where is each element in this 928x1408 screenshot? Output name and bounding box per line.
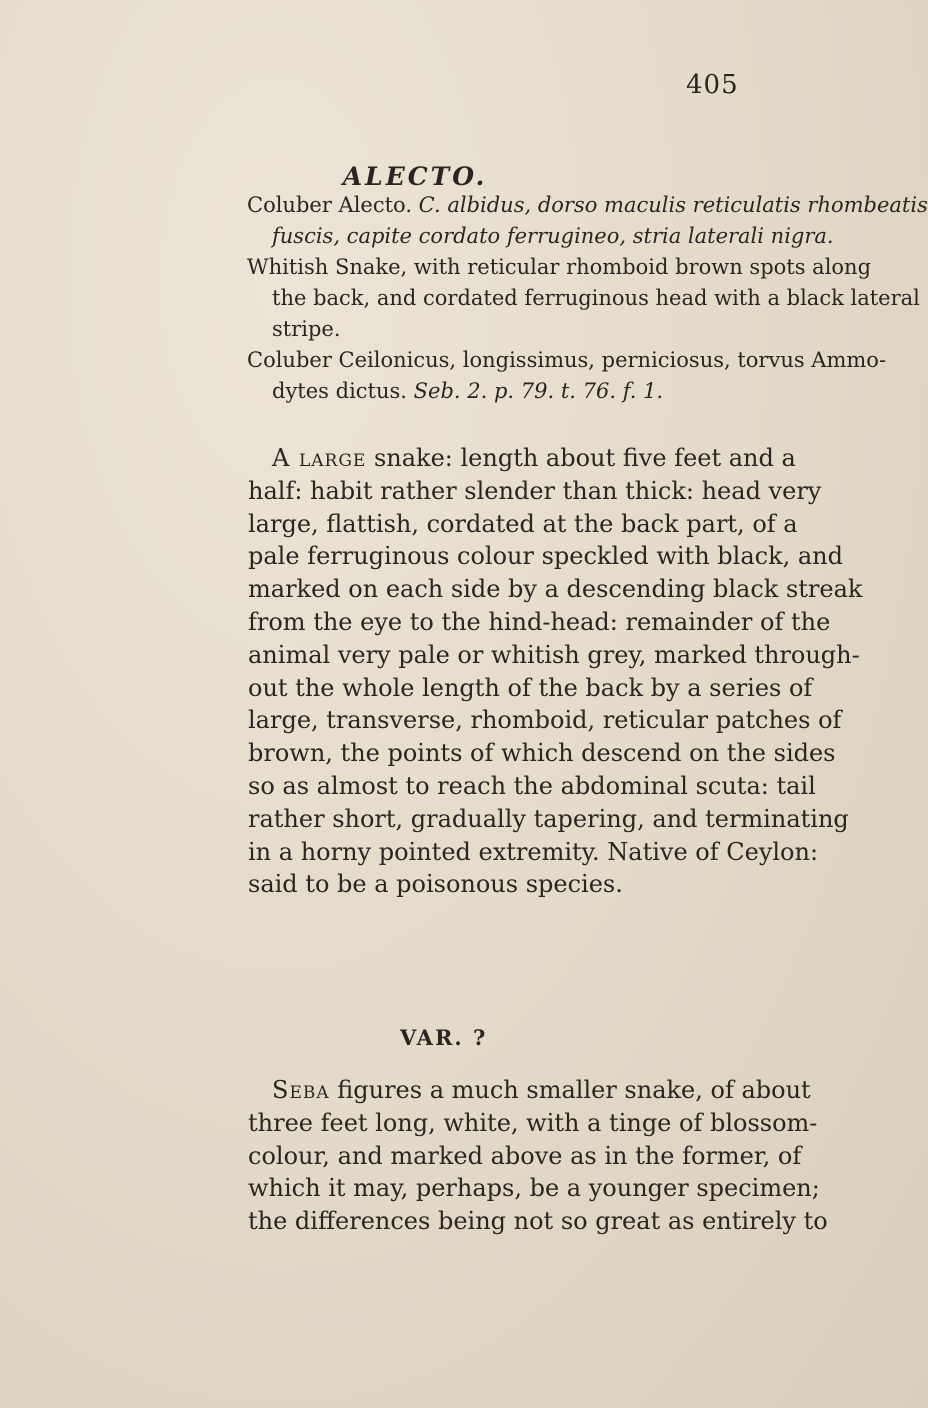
synonym-line: dytes dictus. Seb. 2. p. 79. t. 76. f. 1. — [272, 379, 664, 403]
paragraph-line: said to be a poisonous species. — [248, 870, 623, 899]
paragraph-line: large, flattish, cordated at the back part, of a — [248, 509, 798, 538]
paragraph-line: half: habit rather slender than thick: head very — [248, 476, 822, 505]
paragraph-line: marked on each side by a descending black streak — [248, 575, 863, 604]
paragraph-line: pale ferruginous colour speckled with black, and — [248, 542, 843, 571]
paragraph-line: in a horny pointed extremity. Native of Ceylon: — [248, 837, 819, 866]
paragraph-line: which it may, perhaps, be a younger specimen; — [248, 1174, 820, 1203]
paragraph-line: A large snake: length about five feet and a — [272, 444, 796, 472]
page-number: 405 — [686, 70, 739, 100]
synonym-entry-english — [0, 252, 920, 345]
section-heading: ALECTO. — [342, 162, 488, 191]
synonym-line: Coluber Ceilonicus, longissimus, perniciosus, torvus Ammo- — [247, 348, 887, 372]
synonym-line: fuscis, capite cordato ferrugineo, stria laterali nigra. — [272, 224, 834, 248]
paragraph-line: colour, and marked above as in the former, of — [248, 1141, 802, 1170]
paragraph-line: Seba figures a much smaller snake, of about — [272, 1076, 811, 1104]
synonym-line: stripe. — [272, 317, 341, 341]
synonym-line: Whitish Snake, with reticular rhomboid brown spots along — [247, 255, 872, 279]
paragraph-line: large, transverse, rhomboid, reticular patches of — [248, 706, 842, 735]
paragraph-line: three feet long, white, with a tinge of blossom- — [248, 1108, 818, 1137]
synonym-line: the back, and cordated ferruginous head with a black lateral — [272, 286, 920, 310]
synonym-entry-seba — [0, 345, 887, 407]
paragraph-line: brown, the points of which descend on the sides — [248, 739, 836, 768]
variety-paragraph — [0, 1074, 828, 1238]
paragraph-line: out the whole length of the back by a series of — [248, 673, 813, 702]
variety-heading: VAR. ? — [400, 1025, 488, 1050]
synonym-entry-latin — [0, 190, 928, 252]
paragraph-line: rather short, gradually tapering, and terminating — [248, 804, 849, 833]
synonym-line: Coluber Alecto. C. albidus, dorso maculis reticulatis rhombeatis — [247, 193, 928, 217]
paragraph-line: the differences being not so great as entirely to — [248, 1207, 828, 1236]
paragraph-line: from the eye to the hind-head: remainder of the — [248, 607, 831, 636]
paragraph-line: so as almost to reach the abdominal scuta: tail — [248, 771, 816, 800]
paragraph-line: animal very pale or whitish grey, marked through- — [248, 640, 860, 669]
description-paragraph — [0, 442, 863, 901]
